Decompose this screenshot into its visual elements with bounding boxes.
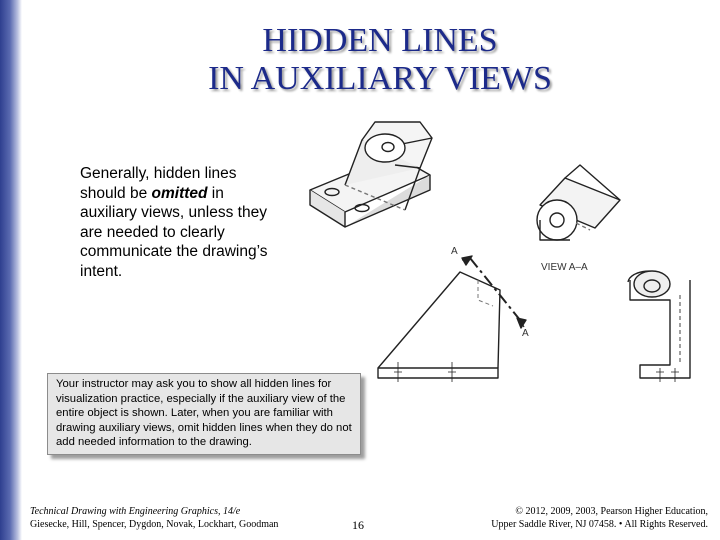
pictorial-view [310,122,432,227]
auxiliary-view [378,256,526,382]
footer-right [491,505,708,531]
body-text-start: Generally, hidden lines should be [80,165,237,202]
page-number: 16 [352,518,364,532]
body-emphasis: omitted [151,184,208,202]
side-view [628,271,690,382]
title-line-1: HIDDEN LINES [262,22,498,59]
copyright: © 2012, 2009, 2003, Pearson Higher Education, [515,506,708,517]
footer-left [30,505,278,531]
view-a-a-label: VIEW A–A [541,262,588,273]
label-a-bottom: A [522,328,529,339]
authors: Giesecke, Hill, Spencer, Dygdon, Novak, Lockhart, Goodman [30,519,279,530]
title-line-2: IN AUXILIARY VIEWS [208,60,552,97]
instructor-note: Your instructor may ask you to show all hidden lines for visualization practice, especially if the auxiliary view of the entire object is shown. Later, when you are familiar with drawing auxiliary views, omit hidden lines when they do not add needed information to the drawing. [47,373,361,455]
publisher: Upper Saddle River, NJ 07458. • All Rights Reserved. [491,519,708,530]
label-a-top: A [451,246,458,257]
section-view-a-a [537,165,620,240]
book-title: Technical Drawing with Engineering Graphics, 14/e [30,506,241,517]
body-text-end: in auxiliary views, unless they are needed to clearly communicate the drawing’s intent. [80,184,268,280]
